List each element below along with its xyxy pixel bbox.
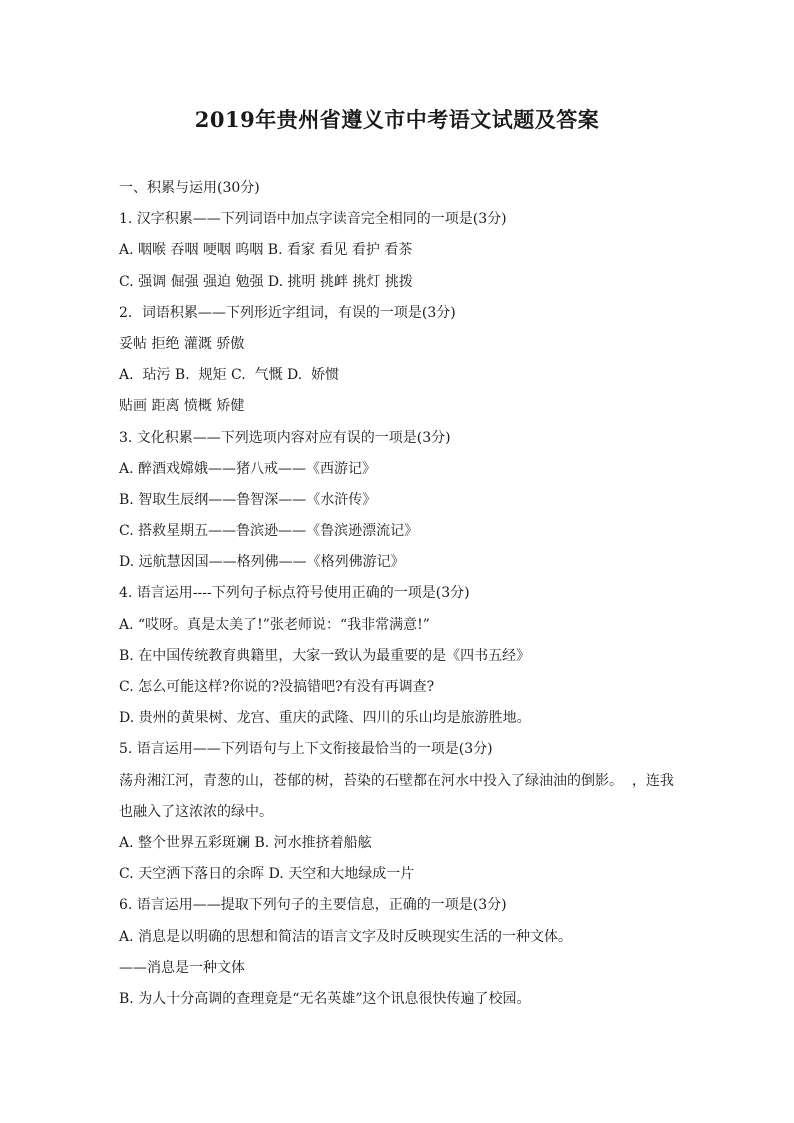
question-2-row-bottom: 贴画 距离 愤概 矫健: [119, 398, 245, 415]
question-4-option-b: B. 在中国传统教育典籍里，大家一致认为最重要的是《四书五经》: [119, 647, 531, 664]
question-1-options-ab: A. 咽喉 吞咽 哽咽 呜咽 B. 看家 看见 看护 看茶: [119, 242, 413, 259]
question-3-option-b: B. 智取生辰纲——鲁智深——《水浒传》: [119, 491, 377, 508]
section-heading: 一、积累与运用(30分): [119, 180, 260, 196]
question-5-options-cd: C. 天空洒下落日的余晖 D. 天空和大地绿成一片: [119, 866, 415, 883]
question-2-row-top: 妥帖 拒绝 灌溉 骄傲: [119, 335, 245, 352]
question-6-option-a-answer: ——消息是一种文体: [119, 959, 245, 976]
question-4-option-c: C. 怎么可能这样?你说的?没搞错吧?有没有再调查?: [119, 679, 435, 695]
question-6-stem: 6. 语言运用——提取下列句子的主要信息，正确的一项是(3分): [119, 897, 507, 914]
question-3-option-a: A. 醉酒戏嫦娥——猪八戒——《西游记》: [119, 460, 377, 477]
question-4-option-d: D. 贵州的黄果树、龙宫、重庆的武隆、四川的乐山均是旅游胜地。: [119, 710, 531, 727]
question-1-stem: 1. 汉字积累——下列词语中加点字读音完全相同的一项是(3分): [119, 211, 507, 228]
document-body: [119, 173, 679, 1015]
question-5-passage-line-2: 也融入了这浓浓的绿中。: [119, 803, 273, 820]
question-6-option-b: B. 为人十分高调的查理竟是“无名英雄”这个讯息很快传遍了校园。: [119, 990, 531, 1007]
document-title: 2019年贵州省遵义市中考语文试题及答案: [194, 107, 600, 132]
question-5-options-ab: A. 整个世界五彩斑斓 B. 河水推挤着船舷: [119, 834, 372, 851]
question-3-option-d: D. 远航慧因国——格列佛——《格列佛游记》: [119, 554, 405, 571]
question-5-stem: 5. 语言运用——下列语句与上下文衔接最恰当的一项是(3分): [119, 741, 493, 758]
question-5-passage-line-1: 荡舟湘江河，青葱的山，苍郁的树，苔染的石壁都在河水中投入了绿油油的倒影。 ，连我: [119, 772, 674, 789]
question-2-options: A. 玷污 B. 规矩 C. 气慨 D. 娇惯: [119, 367, 340, 384]
question-6-option-a: A. 消息是以明确的思想和简洁的语言文字及时反映现实生活的一种文体。: [119, 928, 573, 945]
question-4-stem: 4. 语言运用----下列句子标点符号使用正确的一项是(3分): [119, 585, 470, 602]
question-1-options-cd: C. 强调 倔强 强迫 勉强 D. 挑明 挑衅 挑灯 挑拨: [119, 273, 413, 290]
question-3-stem: 3. 文化积累——下列选项内容对应有误的一项是(3分): [119, 429, 451, 446]
question-3-option-c: C. 搭救星期五——鲁滨逊——《鲁滨逊漂流记》: [119, 523, 419, 540]
question-4-option-a: A. “哎呀。真是太美了!”张老师说：“我非常满意!”: [119, 616, 430, 633]
question-2-stem: 2．词语积累——下列形近字组词，有误的一项是(3分): [119, 304, 456, 321]
